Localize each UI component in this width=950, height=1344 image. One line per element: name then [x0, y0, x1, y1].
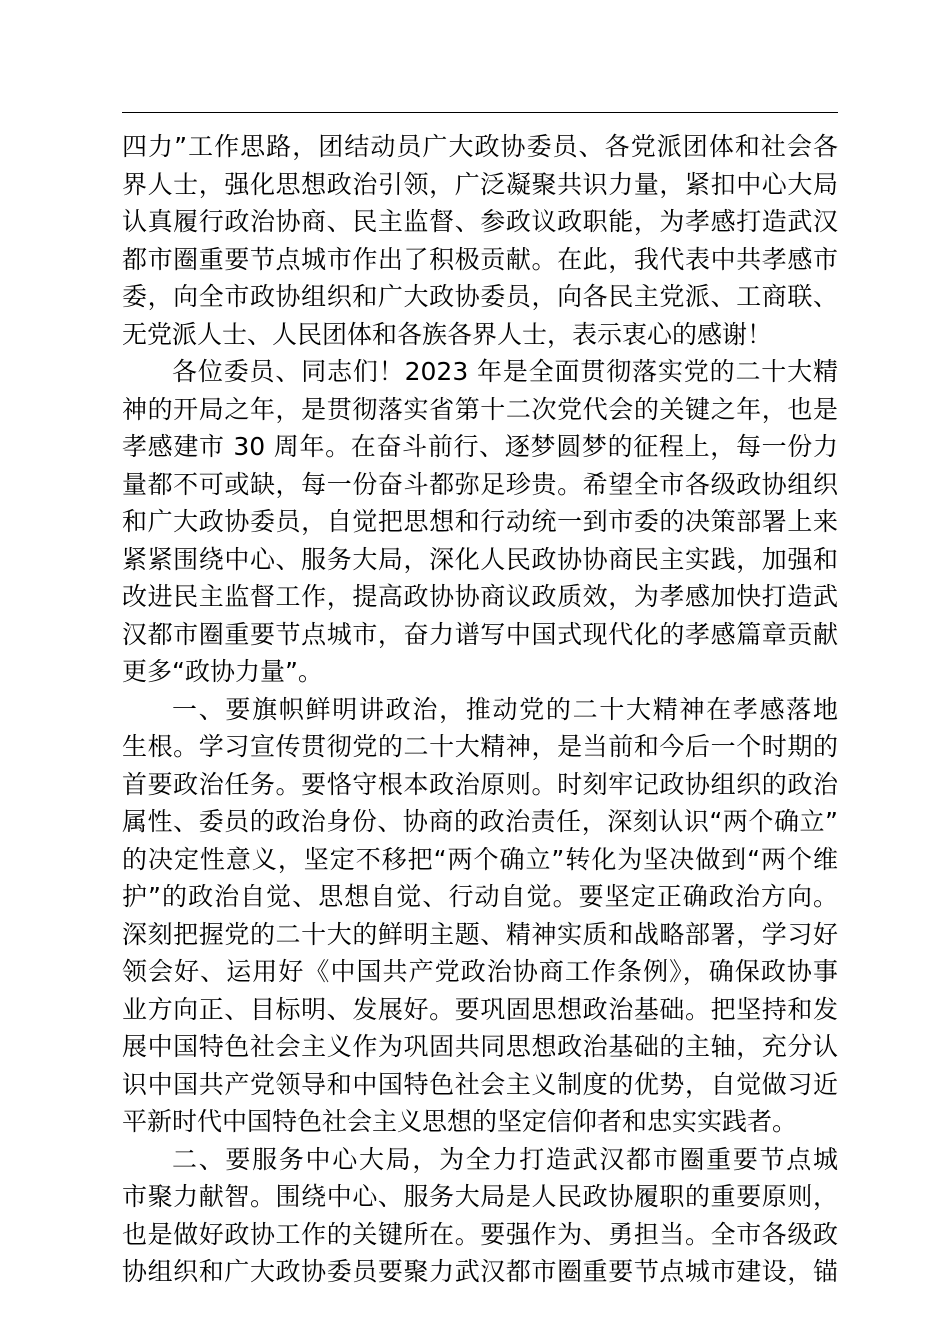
text-line: 深刻把握党的二十大的鲜明主题、精神实质和战略部署，学习好 — [122, 919, 838, 949]
text-line: 协组织和广大政协委员要聚力武汉都市圈重要节点城市建设，锚 — [122, 1257, 838, 1286]
text-line: 首要政治任务。要恪守根本政治原则。时刻牢记政协组织的政治 — [122, 769, 838, 799]
text-line: 护”的政治自觉、思想自觉、行动自觉。要坚定正确政治方向。 — [122, 882, 838, 911]
text-line: 紧紧围绕中心、服务大局，深化人民政协协商民主实践，加强和 — [122, 544, 838, 574]
text-line: 识中国共产党领导和中国特色社会主义制度的优势，自觉做习近 — [122, 1069, 838, 1099]
text-line: 改进民主监督工作，提高政协协商议政质效，为孝感加快打造武 — [122, 582, 838, 611]
text-line: 市聚力献智。围绕中心、服务大局是人民政协履职的重要原则， — [122, 1182, 838, 1211]
text-line: 展中国特色社会主义作为巩固共同思想政治基础的主轴，充分认 — [122, 1032, 838, 1061]
text-line: 也是做好政协工作的关键所在。要强作为、勇担当。全市各级政 — [122, 1219, 838, 1249]
text-line: 孝感建市 30 周年。在奋斗前行、逐梦圆梦的征程上，每一份力 — [122, 432, 838, 461]
text-line: 属性、委员的政治身份、协商的政治责任，深刻认识“两个确立” — [122, 807, 838, 836]
text-line: 委，向全市政协组织和广大政协委员，向各民主党派、工商联、 — [122, 282, 838, 311]
paragraph-first-line: 一、要旗帜鲜明讲政治，推动党的二十大精神在孝感落地 — [172, 694, 838, 724]
text-line: 的决定性意义，坚定不移把“两个确立”转化为坚决做到“两个维 — [122, 844, 838, 874]
text-line: 平新时代中国特色社会主义思想的坚定信仰者和忠实实践者。 — [122, 1107, 798, 1136]
text-line: 量都不可或缺，每一份奋斗都弥足珍贵。希望全市各级政协组织 — [122, 469, 838, 499]
text-line: 汉都市圈重要节点城市，奋力谱写中国式现代化的孝感篇章贡献 — [122, 619, 838, 649]
text-line: 无党派人士、人民团体和各族各界人士，表示衷心的感谢！ — [122, 319, 773, 349]
header-rule — [122, 112, 838, 113]
text-line: 界人士，强化思想政治引领，广泛凝聚共识力量，紧扣中心大局 — [122, 169, 838, 199]
body-text — [122, 128, 838, 1291]
text-line: 生根。学习宣传贯彻党的二十大精神，是当前和今后一个时期的 — [122, 732, 838, 761]
text-line: 认真履行政治协商、民主监督、参政议政职能，为孝感打造武汉 — [122, 207, 838, 236]
paragraph-first-line: 各位委员、同志们！2023 年是全面贯彻落实党的二十大精 — [172, 357, 838, 386]
text-line: 神的开局之年，是贯彻落实省第十二次党代会的关键之年，也是 — [122, 394, 838, 424]
text-line: 四力”工作思路，团结动员广大政协委员、各党派团体和社会各 — [122, 132, 838, 161]
paragraph-first-line: 二、要服务中心大局，为全力打造武汉都市圈重要节点城 — [172, 1144, 838, 1174]
text-line: 和广大政协委员，自觉把思想和行动统一到市委的决策部署上来 — [122, 507, 838, 536]
text-line: 都市圈重要节点城市作出了积极贡献。在此，我代表中共孝感市 — [122, 244, 838, 274]
text-line: 业方向正、目标明、发展好。要巩固思想政治基础。把坚持和发 — [122, 994, 838, 1024]
text-line: 领会好、运用好《中国共产党政治协商工作条例》，确保政协事 — [122, 957, 838, 986]
text-line: 更多“政协力量”。 — [122, 657, 323, 686]
